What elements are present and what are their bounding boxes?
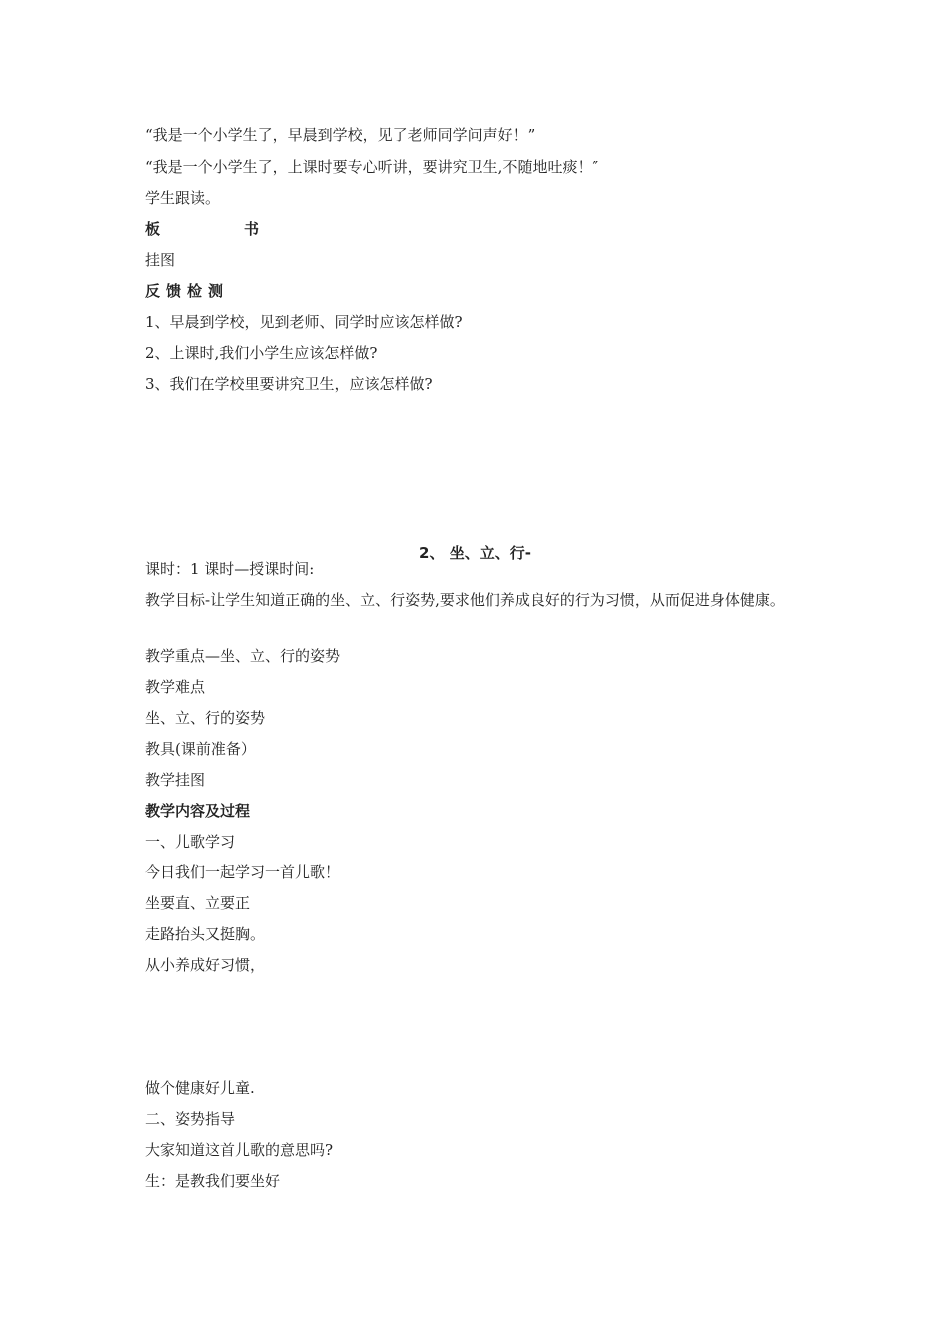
lesson-title: 2、 坐、立、行- bbox=[419, 544, 531, 562]
answer-text: 生：是教我们要坐好 bbox=[145, 1172, 281, 1190]
song-line: 走路抬头又挺胸。 bbox=[145, 925, 266, 943]
follow-read-text: 学生跟读。 bbox=[145, 189, 221, 207]
difficulty-label: 教学难点 bbox=[145, 678, 206, 696]
board-heading: 板书 bbox=[145, 220, 344, 238]
song-line: 从小养成好习惯， bbox=[145, 956, 266, 974]
difficulty-content: 坐、立、行的姿势 bbox=[145, 709, 266, 727]
aids-label: 教具(课前准备） bbox=[145, 740, 256, 758]
song-line: 做个健康好儿童. bbox=[145, 1079, 255, 1097]
question-item: 2、上课时,我们小学生应该怎样做? bbox=[145, 344, 378, 362]
part1-heading: 一、儿歌学习 bbox=[145, 833, 236, 851]
part2-heading: 二、姿势指导 bbox=[145, 1110, 236, 1128]
quote-line-1: “我是一个小学生了，早晨到学校，见了老师同学问声好！” bbox=[145, 126, 536, 144]
feedback-heading: 反馈检测 bbox=[145, 282, 230, 300]
teaching-objective: 教学目标-让学生知道正确的坐、立、行姿势,要求他们养成良好的行为习惯，从而促进身体健康。 bbox=[145, 591, 785, 609]
board-content: 挂图 bbox=[145, 251, 176, 269]
question-text: 大家知道这首儿歌的意思吗? bbox=[145, 1141, 334, 1159]
question-item: 3、我们在学校里要讲究卫生，应该怎样做? bbox=[145, 375, 433, 393]
aids-content: 教学挂图 bbox=[145, 771, 206, 789]
intro-text: 今日我们一起学习一首儿歌！ bbox=[145, 863, 341, 881]
process-heading: 教学内容及过程 bbox=[145, 802, 251, 820]
song-line: 坐要直、立要正 bbox=[145, 894, 251, 912]
key-point: 教学重点—坐、立、行的姿势 bbox=[145, 647, 341, 665]
class-hours-line: 课时：1 课时—授课时间: bbox=[145, 560, 315, 578]
question-item: 1、早晨到学校，见到老师、同学时应该怎样做? bbox=[145, 313, 463, 331]
quote-line-2: “我是一个小学生了，上课时要专心听讲，要讲究卫生,不随地吐痰！″ bbox=[145, 158, 599, 176]
